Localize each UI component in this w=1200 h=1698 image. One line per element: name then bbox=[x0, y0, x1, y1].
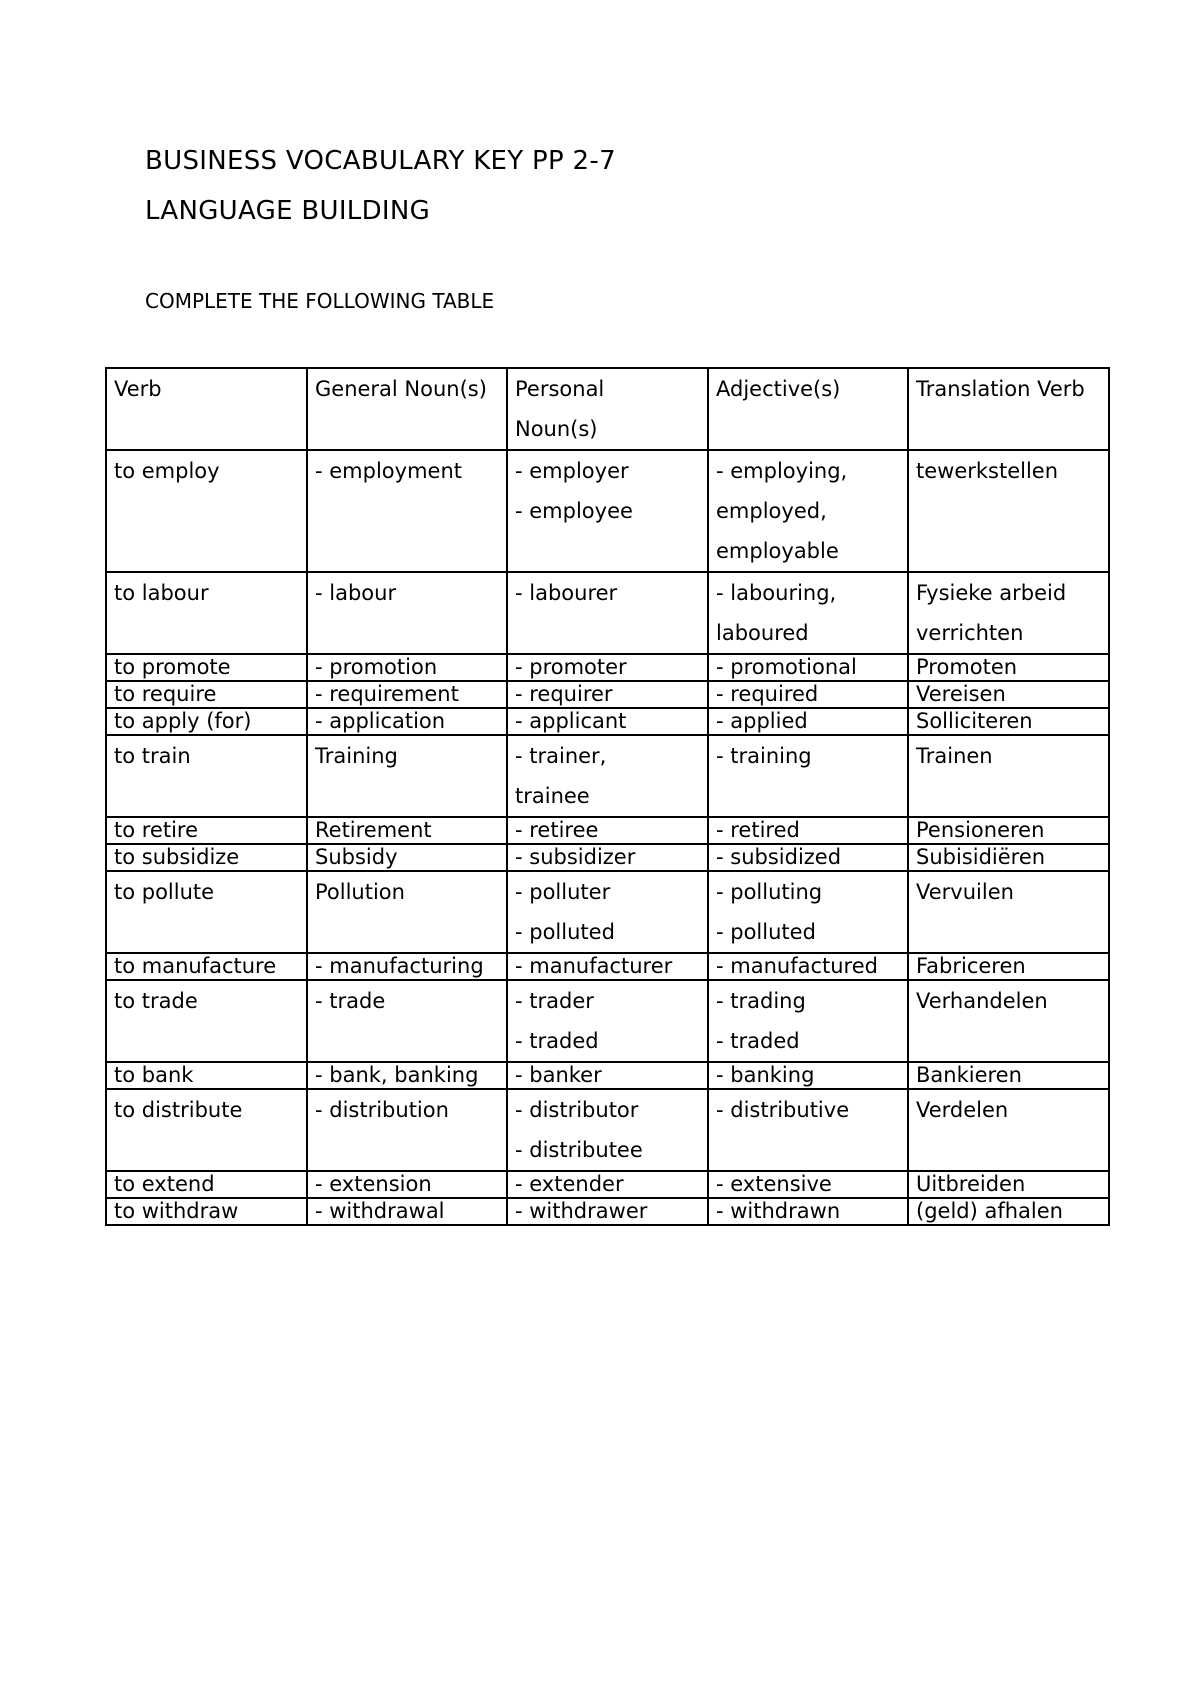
cell-text: - employing, bbox=[716, 459, 848, 483]
table-row bbox=[106, 681, 1109, 708]
cell-verb bbox=[106, 817, 307, 844]
cell-text: Personal bbox=[515, 377, 605, 401]
cell-text: to pollute bbox=[114, 880, 215, 904]
cell-text: - required bbox=[716, 682, 819, 706]
cell-verb bbox=[106, 1198, 307, 1225]
cell-text: - traded bbox=[515, 1029, 599, 1053]
cell-text: laboured bbox=[716, 621, 809, 645]
cell-personal-noun bbox=[507, 980, 708, 1062]
table-row bbox=[106, 817, 1109, 844]
cell-text: Noun(s) bbox=[515, 417, 598, 441]
cell-text: - trainer, bbox=[515, 744, 607, 768]
cell-general-noun bbox=[307, 735, 507, 817]
cell-text: Fabriceren bbox=[916, 954, 1026, 978]
cell-text: - manufacturing bbox=[315, 954, 484, 978]
header-cell-verb bbox=[106, 368, 307, 450]
cell-verb bbox=[106, 681, 307, 708]
cell-text: - withdrawal bbox=[315, 1199, 445, 1223]
cell-general-noun bbox=[307, 1062, 507, 1089]
cell-text: - employer bbox=[515, 459, 629, 483]
cell-verb bbox=[106, 1089, 307, 1171]
table-header-row bbox=[106, 368, 1109, 450]
cell-general-noun bbox=[307, 817, 507, 844]
cell-general-noun bbox=[307, 1198, 507, 1225]
cell-personal-noun bbox=[507, 572, 708, 654]
cell-verb bbox=[106, 450, 307, 572]
cell-adjective bbox=[708, 681, 908, 708]
cell-text: - distributor bbox=[515, 1098, 639, 1122]
cell-text: - manufactured bbox=[716, 954, 878, 978]
cell-text: - polluting bbox=[716, 880, 823, 904]
cell-text: to train bbox=[114, 744, 191, 768]
cell-text: - extension bbox=[315, 1172, 432, 1196]
cell-text: Vervuilen bbox=[916, 880, 1014, 904]
cell-personal-noun bbox=[507, 871, 708, 953]
cell-general-noun bbox=[307, 654, 507, 681]
cell-verb bbox=[106, 708, 307, 735]
cell-personal-noun bbox=[507, 654, 708, 681]
vocabulary-table-body bbox=[106, 368, 1109, 1225]
cell-text: to subsidize bbox=[114, 845, 240, 869]
header-cell-personal-noun bbox=[507, 368, 708, 450]
cell-text: - requirer bbox=[515, 682, 613, 706]
cell-text: to require bbox=[114, 682, 217, 706]
cell-text: employed, bbox=[716, 499, 827, 523]
cell-text: - extensive bbox=[716, 1172, 832, 1196]
cell-text: - traded bbox=[716, 1029, 800, 1053]
cell-verb bbox=[106, 1062, 307, 1089]
cell-translation bbox=[908, 1198, 1109, 1225]
cell-text: - retiree bbox=[515, 818, 599, 842]
table-row bbox=[106, 1062, 1109, 1089]
cell-text: Trainen bbox=[916, 744, 993, 768]
cell-translation bbox=[908, 450, 1109, 572]
cell-text: to trade bbox=[114, 989, 198, 1013]
cell-text: to promote bbox=[114, 655, 231, 679]
cell-text: - polluted bbox=[515, 920, 615, 944]
cell-verb bbox=[106, 1171, 307, 1198]
cell-text: Fysieke arbeid bbox=[916, 581, 1067, 605]
cell-general-noun bbox=[307, 1089, 507, 1171]
cell-verb bbox=[106, 953, 307, 980]
cell-text: Translation Verb bbox=[916, 377, 1085, 401]
cell-verb bbox=[106, 572, 307, 654]
cell-personal-noun bbox=[507, 817, 708, 844]
cell-adjective bbox=[708, 708, 908, 735]
cell-text: - promotional bbox=[716, 655, 857, 679]
cell-text: Promoten bbox=[916, 655, 1018, 679]
cell-text: - trade bbox=[315, 989, 386, 1013]
cell-text: Verdelen bbox=[916, 1098, 1009, 1122]
cell-text: - manufacturer bbox=[515, 954, 673, 978]
cell-text: Retirement bbox=[315, 818, 432, 842]
table-row bbox=[106, 953, 1109, 980]
cell-translation bbox=[908, 654, 1109, 681]
cell-text: - withdrawn bbox=[716, 1199, 841, 1223]
cell-text: to labour bbox=[114, 581, 209, 605]
cell-translation bbox=[908, 953, 1109, 980]
table-row bbox=[106, 1171, 1109, 1198]
cell-text: - employment bbox=[315, 459, 462, 483]
cell-text: - promotion bbox=[315, 655, 438, 679]
cell-personal-noun bbox=[507, 1062, 708, 1089]
cell-general-noun bbox=[307, 572, 507, 654]
vocabulary-table bbox=[105, 367, 1110, 1226]
cell-text: to bank bbox=[114, 1063, 194, 1087]
cell-text: - labourer bbox=[515, 581, 618, 605]
cell-text: (geld) afhalen bbox=[916, 1199, 1063, 1223]
cell-general-noun bbox=[307, 871, 507, 953]
cell-text: - trading bbox=[716, 989, 806, 1013]
cell-personal-noun bbox=[507, 1198, 708, 1225]
document-subtitle: LANGUAGE BUILDING bbox=[145, 196, 431, 226]
cell-adjective bbox=[708, 654, 908, 681]
cell-personal-noun bbox=[507, 708, 708, 735]
table-row bbox=[106, 735, 1109, 817]
cell-translation bbox=[908, 681, 1109, 708]
cell-general-noun bbox=[307, 681, 507, 708]
table-row bbox=[106, 1089, 1109, 1171]
cell-text: Verhandelen bbox=[916, 989, 1048, 1013]
cell-text: Pollution bbox=[315, 880, 405, 904]
table-row bbox=[106, 871, 1109, 953]
cell-text: - employee bbox=[515, 499, 633, 523]
cell-translation bbox=[908, 1062, 1109, 1089]
cell-translation bbox=[908, 572, 1109, 654]
cell-verb bbox=[106, 980, 307, 1062]
cell-adjective bbox=[708, 1171, 908, 1198]
cell-translation bbox=[908, 817, 1109, 844]
cell-text: to distribute bbox=[114, 1098, 243, 1122]
table-row bbox=[106, 450, 1109, 572]
cell-adjective bbox=[708, 1198, 908, 1225]
cell-text: - subsidized bbox=[716, 845, 842, 869]
cell-text: - applicant bbox=[515, 709, 627, 733]
cell-verb bbox=[106, 871, 307, 953]
cell-text: Verb bbox=[114, 377, 162, 401]
cell-general-noun bbox=[307, 450, 507, 572]
cell-text: Adjective(s) bbox=[716, 377, 841, 401]
table-row bbox=[106, 654, 1109, 681]
cell-text: - polluted bbox=[716, 920, 816, 944]
cell-text: - distribution bbox=[315, 1098, 449, 1122]
cell-text: Subisidiëren bbox=[916, 845, 1046, 869]
cell-text: - subsidizer bbox=[515, 845, 636, 869]
cell-text: - withdrawer bbox=[515, 1199, 648, 1223]
cell-translation bbox=[908, 735, 1109, 817]
document-title: BUSINESS VOCABULARY KEY PP 2-7 bbox=[145, 146, 616, 176]
cell-text: - application bbox=[315, 709, 446, 733]
cell-text: - distributee bbox=[515, 1138, 643, 1162]
cell-adjective bbox=[708, 1089, 908, 1171]
cell-text: to extend bbox=[114, 1172, 215, 1196]
cell-text: to withdraw bbox=[114, 1199, 239, 1223]
cell-text: - applied bbox=[716, 709, 808, 733]
cell-translation bbox=[908, 1089, 1109, 1171]
cell-general-noun bbox=[307, 980, 507, 1062]
cell-text: - labouring, bbox=[716, 581, 837, 605]
cell-text: - trader bbox=[515, 989, 594, 1013]
cell-verb bbox=[106, 654, 307, 681]
cell-adjective bbox=[708, 735, 908, 817]
cell-text: - promoter bbox=[515, 655, 627, 679]
cell-translation bbox=[908, 1171, 1109, 1198]
table-row bbox=[106, 980, 1109, 1062]
cell-adjective bbox=[708, 871, 908, 953]
cell-verb bbox=[106, 735, 307, 817]
cell-text: - requirement bbox=[315, 682, 459, 706]
cell-text: - polluter bbox=[515, 880, 611, 904]
cell-text: Uitbreiden bbox=[916, 1172, 1026, 1196]
cell-text: to employ bbox=[114, 459, 220, 483]
cell-text: - distributive bbox=[716, 1098, 850, 1122]
cell-adjective bbox=[708, 450, 908, 572]
cell-text: to retire bbox=[114, 818, 199, 842]
cell-personal-noun bbox=[507, 953, 708, 980]
cell-text: Pensioneren bbox=[916, 818, 1045, 842]
cell-personal-noun bbox=[507, 1089, 708, 1171]
cell-adjective bbox=[708, 953, 908, 980]
cell-text: - training bbox=[716, 744, 812, 768]
cell-text: Bankieren bbox=[916, 1063, 1022, 1087]
cell-text: to apply (for) bbox=[114, 709, 252, 733]
cell-text: employable bbox=[716, 539, 839, 563]
cell-general-noun bbox=[307, 953, 507, 980]
cell-adjective bbox=[708, 1062, 908, 1089]
cell-translation bbox=[908, 871, 1109, 953]
cell-text: to manufacture bbox=[114, 954, 277, 978]
table-row bbox=[106, 844, 1109, 871]
cell-text: tewerkstellen bbox=[916, 459, 1059, 483]
cell-text: - banker bbox=[515, 1063, 602, 1087]
cell-text: - extender bbox=[515, 1172, 624, 1196]
table-row bbox=[106, 708, 1109, 735]
cell-general-noun bbox=[307, 708, 507, 735]
cell-text: verrichten bbox=[916, 621, 1024, 645]
cell-adjective bbox=[708, 844, 908, 871]
cell-text: General Noun(s) bbox=[315, 377, 487, 401]
cell-personal-noun bbox=[507, 1171, 708, 1198]
header-cell-adjective bbox=[708, 368, 908, 450]
cell-translation bbox=[908, 708, 1109, 735]
cell-text: - banking bbox=[716, 1063, 815, 1087]
header-cell-general-noun bbox=[307, 368, 507, 450]
cell-text: Subsidy bbox=[315, 845, 398, 869]
cell-text: trainee bbox=[515, 784, 590, 808]
cell-text: Vereisen bbox=[916, 682, 1006, 706]
cell-personal-noun bbox=[507, 735, 708, 817]
cell-text: Solliciteren bbox=[916, 709, 1033, 733]
cell-general-noun bbox=[307, 844, 507, 871]
cell-adjective bbox=[708, 817, 908, 844]
cell-adjective bbox=[708, 980, 908, 1062]
cell-adjective bbox=[708, 572, 908, 654]
cell-text: - labour bbox=[315, 581, 397, 605]
cell-text: Training bbox=[315, 744, 398, 768]
cell-translation bbox=[908, 980, 1109, 1062]
cell-text: - retired bbox=[716, 818, 800, 842]
header-cell-translation bbox=[908, 368, 1109, 450]
cell-personal-noun bbox=[507, 844, 708, 871]
cell-text: - bank, banking bbox=[315, 1063, 479, 1087]
instruction-text: COMPLETE THE FOLLOWING TABLE bbox=[145, 289, 495, 313]
cell-verb bbox=[106, 844, 307, 871]
cell-general-noun bbox=[307, 1171, 507, 1198]
cell-personal-noun bbox=[507, 681, 708, 708]
table-row bbox=[106, 572, 1109, 654]
table-row bbox=[106, 1198, 1109, 1225]
cell-translation bbox=[908, 844, 1109, 871]
cell-personal-noun bbox=[507, 450, 708, 572]
